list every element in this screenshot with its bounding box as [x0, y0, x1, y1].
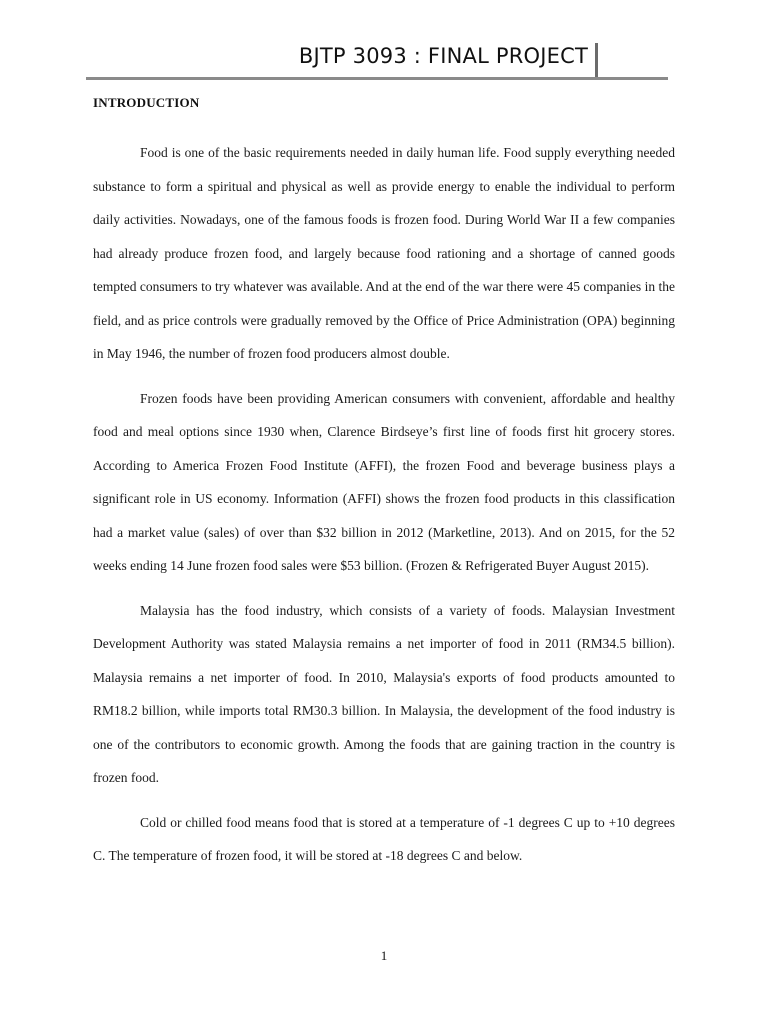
paragraph-1: Food is one of the basic requirements needed in daily human life. Food supply everything needed substance to form a spiritual and physical as well as provide energy to enable the individual to perform daily activities. Nowadays, one of the famous foods is frozen food. During World War II a few companies had already produce frozen food, and largely because food rationing and a shortage of canned goods tempted consumers to try whatever was available. And at the end of the war there were 45 companies in the field, and as price controls were gradually removed by the Office of Price Administration (OPA) beginning in May 1946, the number of frozen food producers almost double. — [93, 145, 675, 361]
paragraph-3: Malaysia has the food industry, which consists of a variety of foods. Malaysian Investment Development Authority was stated Malaysia remains a net importer of food in 2011 (RM34.5 billion). Malaysia remains a net importer of food. In 2010, Malaysia's exports of food products amounted to RM18.2 billion, while imports total RM30.3 billion. In Malaysia, the development of the food industry is one of the contributors to economic growth. Among the foods that are gaining traction in the country is frozen food. — [93, 602, 675, 785]
header-vertical-bar — [595, 43, 598, 77]
paragraph-4: Cold or chilled food means food that is stored at a temperature of -1 degrees C up to +10 degrees C. The temperature of frozen food, it will be stored at -18 degrees C and below. — [93, 814, 675, 863]
page-number: 1 — [380, 948, 388, 963]
paragraph-2: Frozen foods have been providing American consumers with convenient, affordable and healthy food and meal options since 1930 when, Clarence Birdseye’s first line of foods first hit grocery stores. According to America Frozen Food Institute (AFFI), the frozen Food and beverage business plays a significant role in US economy. Information (AFFI) shows the frozen food products in this classification had a market value (sales) of over than $32 billion in 2012 (Marketline, 2013). And on 2015, for the 52 weeks ending 14 June frozen food sales were $53 billion. (Frozen & Refrigerated Buyer August 2015). — [93, 390, 675, 573]
section-heading: INTRODUCTION — [93, 95, 200, 110]
header-title: BJTP 3093 : FINAL PROJECT — [298, 44, 588, 68]
header-rule — [86, 77, 668, 80]
body-text — [93, 136, 675, 884]
